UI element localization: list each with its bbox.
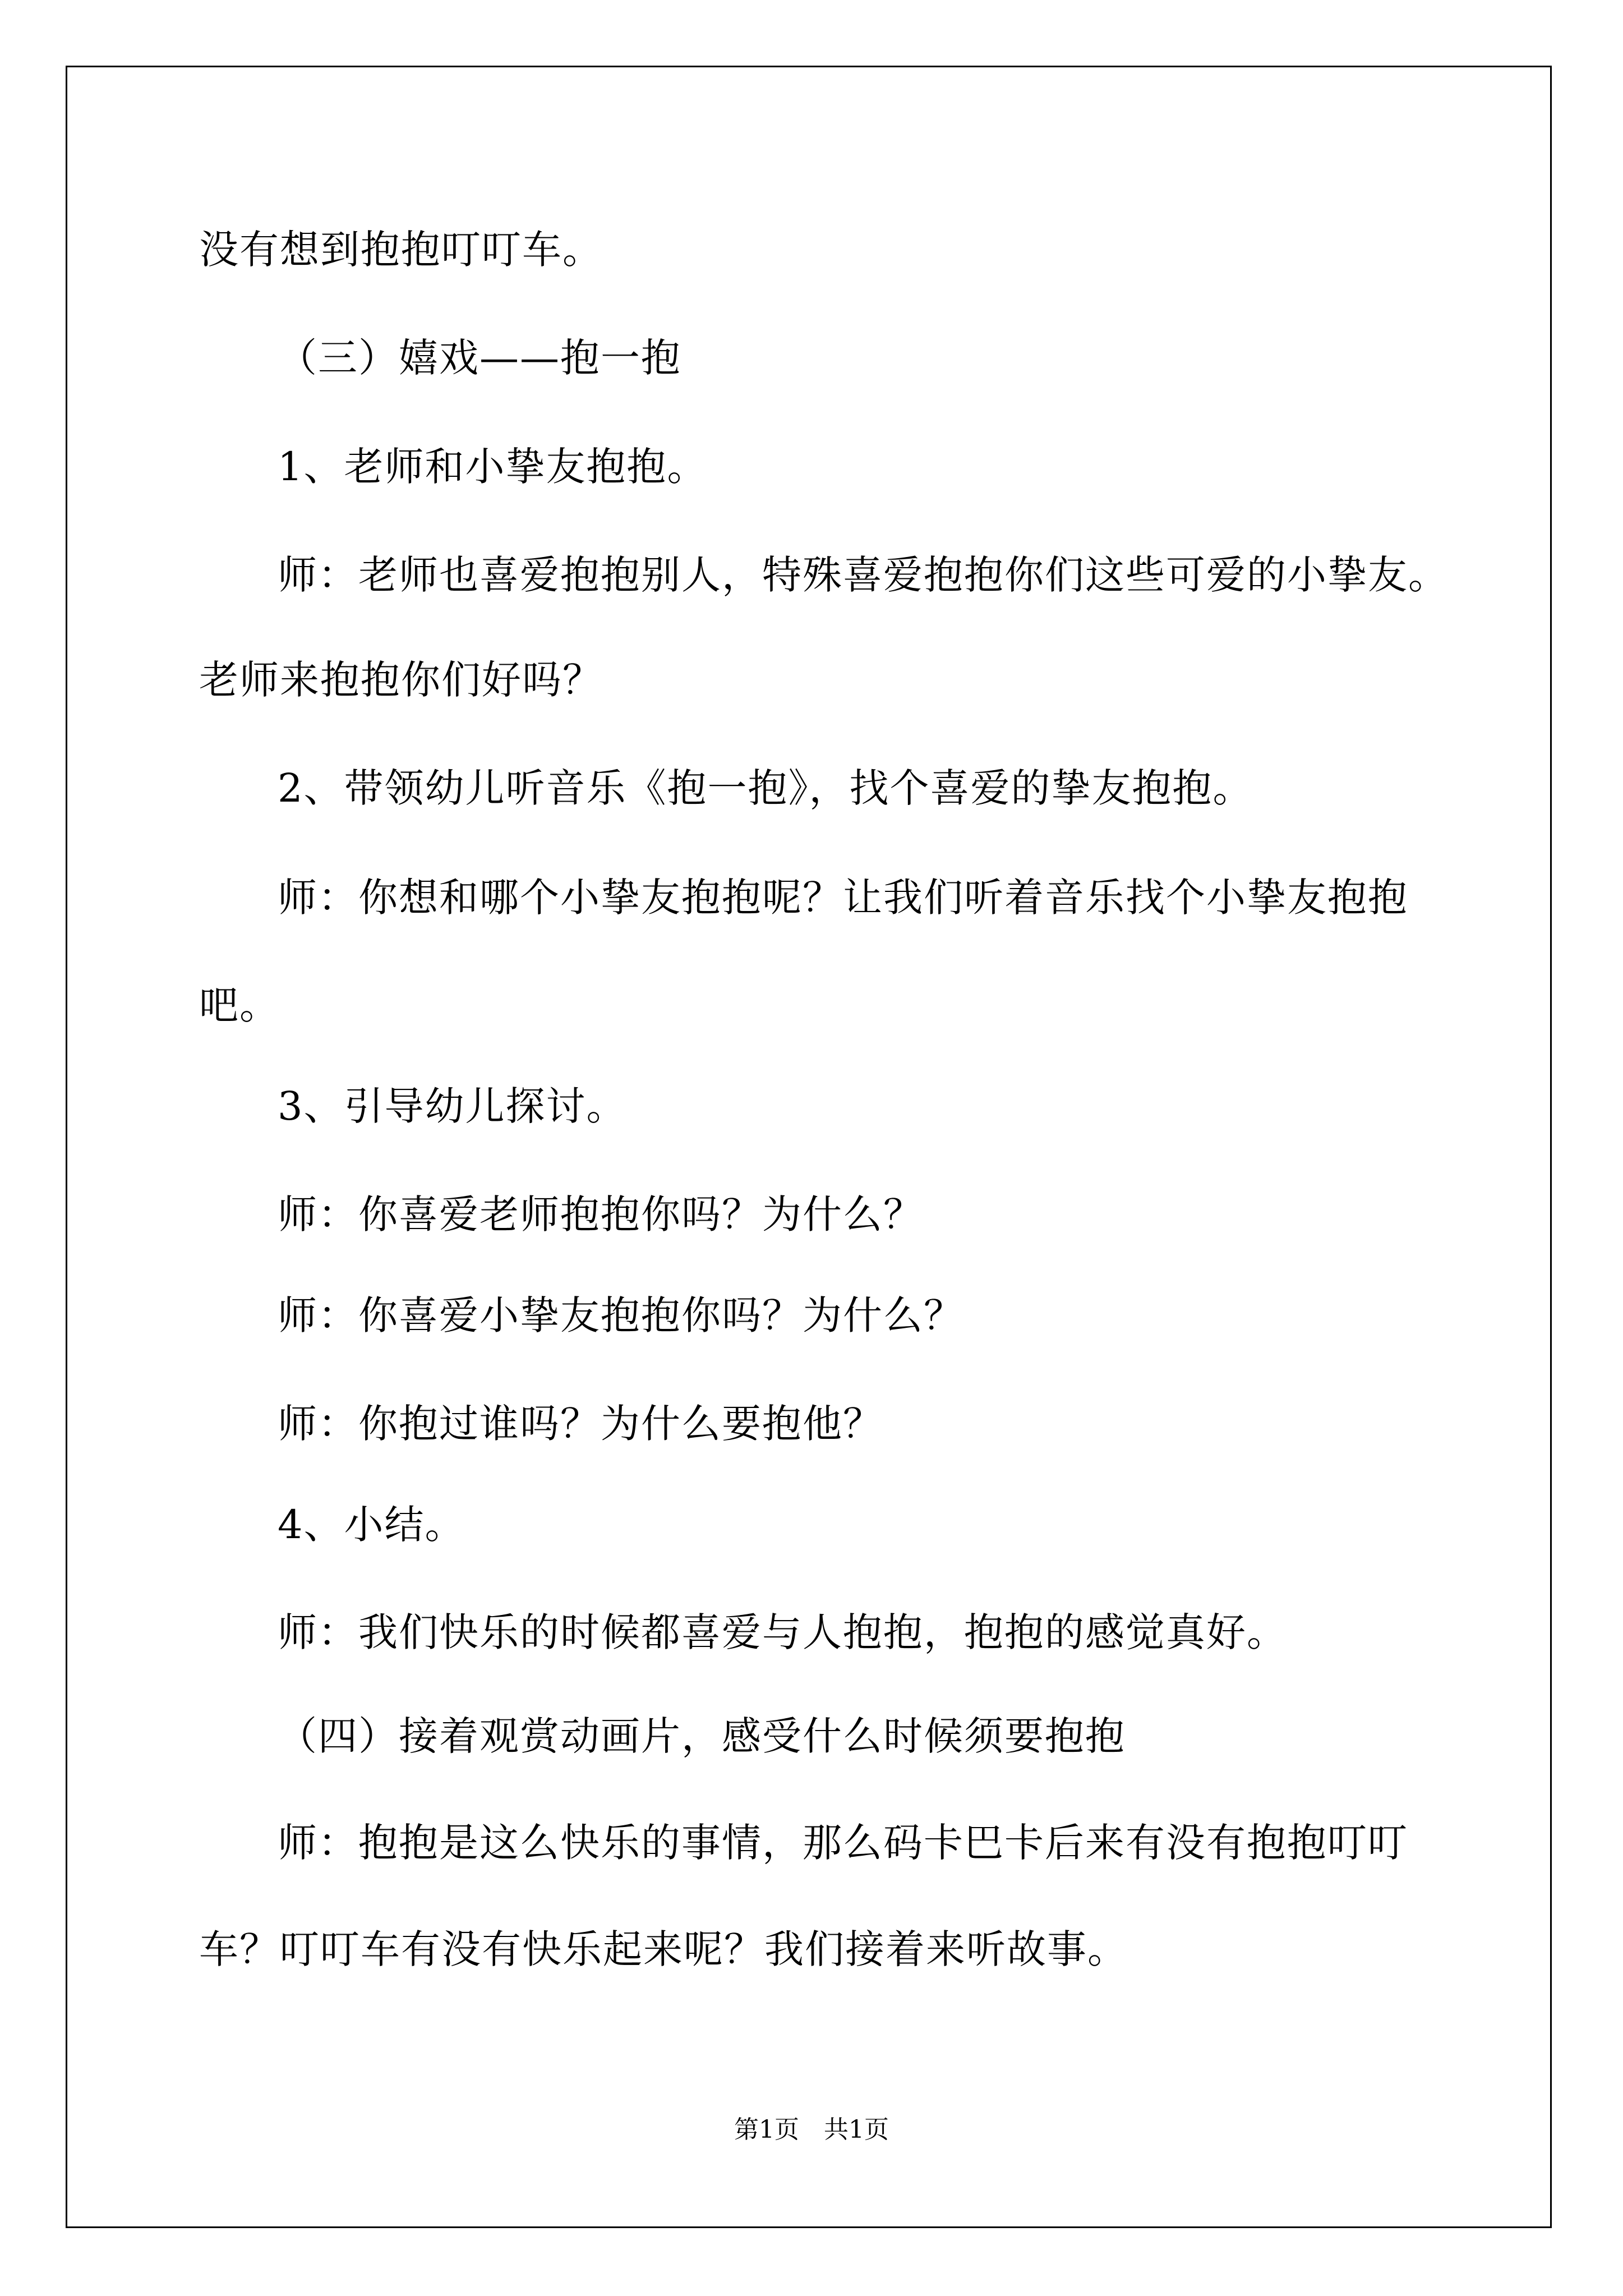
text-line-11: 师：你喜爱小挚友抱抱你吗？为什么？ [278,1292,964,1338]
section-heading-4: （四）接着观赏动画片，感受什么时候须要抱抱 [278,1713,1126,1759]
text-line-3: 1、老师和小挚友抱抱。 [278,444,708,490]
text-line-12: 师：你抱过谁吗？为什么要抱他？ [278,1401,883,1447]
text-line-1: 没有想到抱抱叮叮车。 [199,227,603,273]
section-heading-3: （三）嬉戏——抱一抱 [278,335,681,381]
text-line-14: 师：我们快乐的时候都喜爱与人抱抱，抱抱的感觉真好。 [278,1609,1287,1655]
text-line-13: 4、小结。 [278,1502,465,1548]
text-line-17: 车？叮叮车有没有快乐起来呢？我们接着来听故事。 [199,1926,1128,1972]
text-line-9: 3、引导幼儿探讨。 [278,1083,627,1129]
text-line-10: 师：你喜爱老师抱抱你吗？为什么？ [278,1191,924,1237]
text-line-8: 吧。 [199,982,280,1028]
text-line-5: 老师来抱抱你们好吗？ [199,657,603,703]
page-footer: 第1页 共1页 [734,2115,889,2144]
page-border [66,66,1552,2228]
text-line-7: 师：你想和哪个小挚友抱抱呢？让我们听着音乐找个小挚友抱抱 [278,875,1408,921]
text-line-4: 师：老师也喜爱抱抱别人，特殊喜爱抱抱你们这些可爱的小挚友。 [278,552,1449,598]
text-line-6: 2、带领幼儿听音乐《抱一抱》，找个喜爱的挚友抱抱。 [278,765,1253,811]
text-line-16: 师：抱抱是这么快乐的事情，那么码卡巴卡后来有没有抱抱叮叮 [278,1820,1408,1866]
